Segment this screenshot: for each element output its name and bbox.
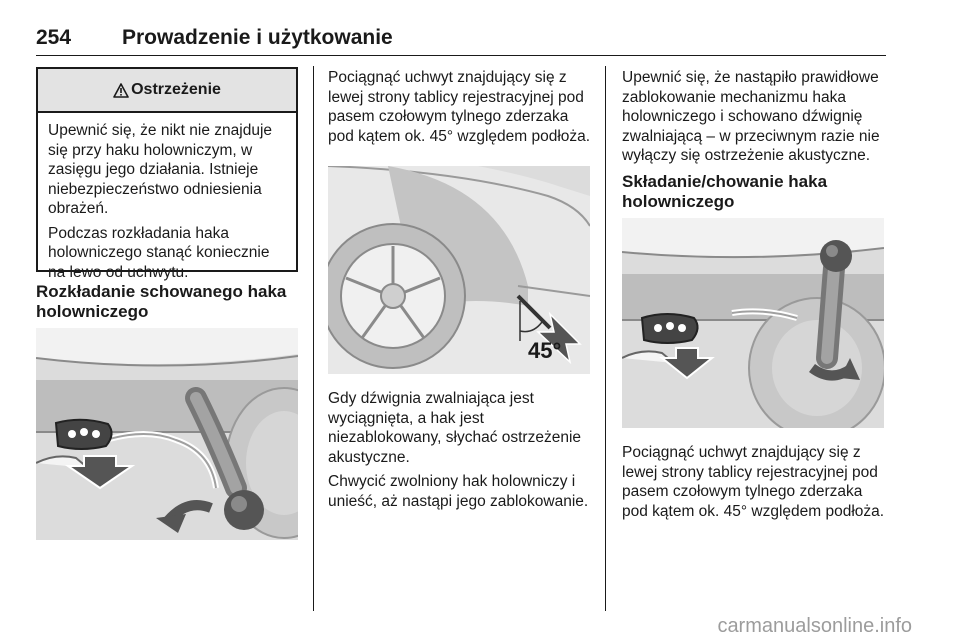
column-divider — [605, 66, 606, 611]
warning-paragraph: Upewnić się, że nikt nie znajduje się przy haku holowniczym, w zasięgu jego działania. Istnieje niebezpieczeństwo odniesienia obrażeń. — [48, 122, 273, 217]
instruction-text: Gdy dźwignia zwalniająca jest wyciągnięta, a hak jest niezablokowany, słychać ostrzeżenie akustyczne. — [328, 390, 582, 466]
watermark: carmanualsonline.info — [717, 615, 912, 637]
angle-label: 45° — [528, 338, 562, 363]
warning-paragraph: Podczas rozkładania haka holowniczego stanąć koniecznie na lewo od uchwytu. — [48, 224, 270, 281]
figure-unfold-towbar — [36, 328, 298, 540]
warning-triangle-icon — [113, 83, 129, 98]
page-header — [36, 26, 886, 52]
page-number: 254 — [36, 26, 72, 49]
header-rule — [36, 55, 886, 56]
instruction-paragraph — [328, 389, 598, 516]
instruction-text: Pociągnąć uchwyt znajdujący się z lewej strony tablicy rejestracyjnej pod pasem czołowym tylnego zderzaka pod kątem ok. 45° względem podłoża. — [622, 444, 885, 520]
figure-fold-towbar — [622, 218, 884, 428]
warning-header — [38, 69, 296, 113]
warning-body — [38, 113, 296, 282]
instruction-paragraph — [328, 68, 598, 151]
warning-box — [36, 67, 298, 281]
warning-title: Ostrzeżenie — [131, 81, 221, 98]
instruction-paragraph — [622, 68, 892, 171]
instruction-text: Pociągnąć uchwyt znajdujący się z lewej strony tablicy rejestracyjnej pod pasem czołowym tylnego zderzaka pod kątem ok. 45° względem podłoża. — [328, 69, 591, 145]
instruction-paragraph — [622, 443, 892, 526]
figure-release-lever — [328, 166, 590, 374]
section-title: Prowadzenie i użytkowanie — [122, 26, 393, 49]
instruction-text: Chwycić zwolniony hak holowniczy i unieść, aż nastąpi jego zablokowanie. — [328, 473, 589, 510]
instruction-text: Upewnić się, że nastąpiło prawidłowe zablokowanie mechanizmu haka holowniczego i schowano dźwignię zwalniającą – w przeciwnym razie nie wyłączy się ostrzeżenie akustyczne. — [622, 69, 880, 164]
section-heading-fold: Składanie/chowanie haka holowniczego — [622, 172, 828, 211]
section-heading-unfold: Rozkładanie schowanego haka holowniczego — [36, 282, 287, 321]
column-divider — [313, 66, 314, 611]
